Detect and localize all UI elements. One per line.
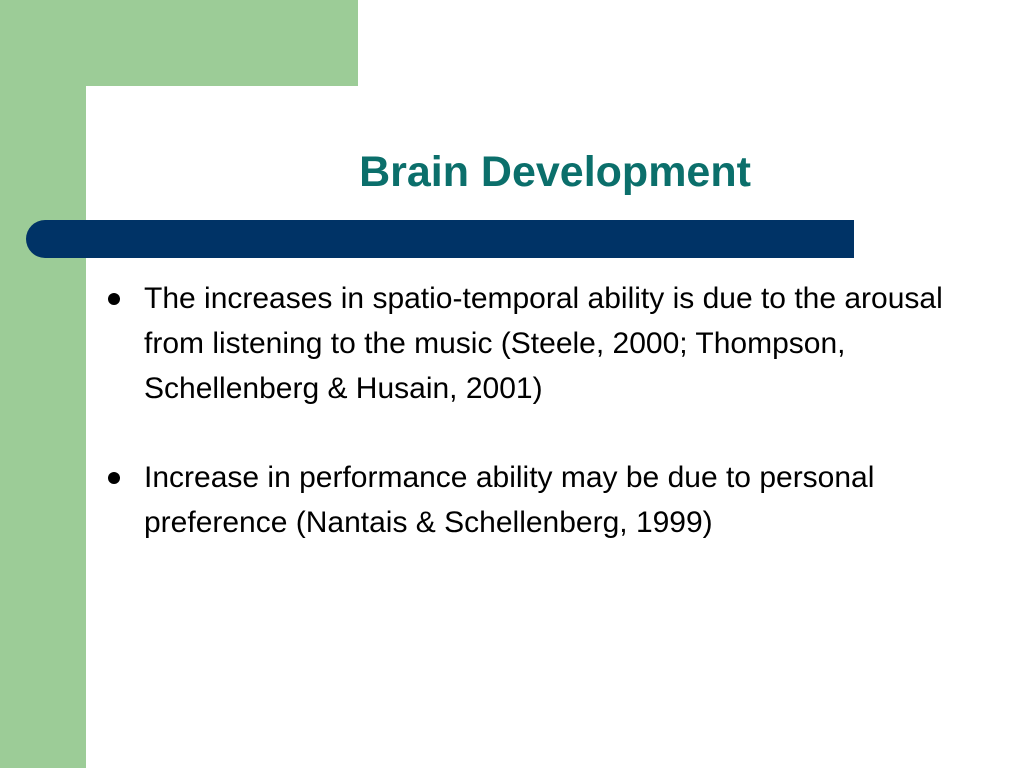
decorative-green-top-band — [0, 0, 358, 86]
bullet-item — [100, 455, 960, 545]
slide-title: Brain Development — [359, 148, 751, 196]
title-underline-bar — [26, 220, 854, 258]
bullet-text: Increase in performance ability may be due to personal preference (Nantais & Schellenberg, 1999) — [144, 461, 875, 539]
bullet-dot-icon — [108, 293, 120, 305]
decorative-green-sidebar — [0, 0, 86, 768]
bullet-dot-icon — [108, 472, 120, 484]
bullet-item — [100, 276, 960, 411]
bullet-list — [100, 276, 960, 589]
bullet-text: The increases in spatio-temporal ability is due to the arousal from listening to the music (Steele, 2000; Thompson, Schellenberg & Husain, 2001) — [144, 282, 943, 405]
